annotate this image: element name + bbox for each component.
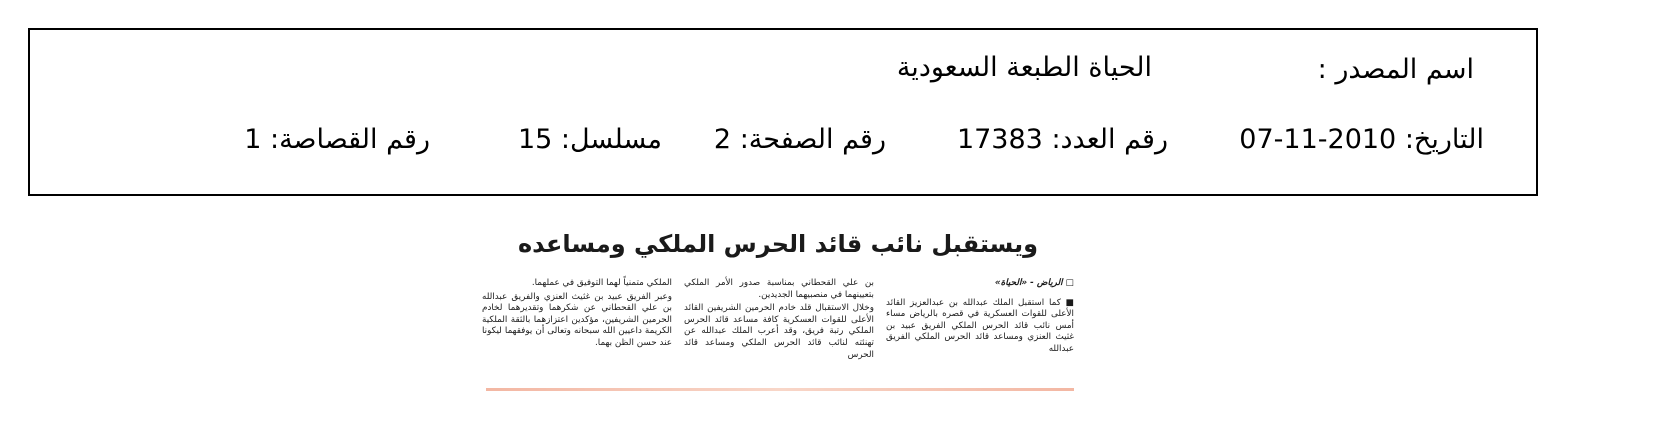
column-3-paragraph-2: وعبر الفريق عبيد بن غثيث العنزي والفريق عبدالله بن علي القحطاني عن شكرهما وتقديرهما لخادم الحرمين الشريفين، مؤكدين اعتزازهما بالثقة الملكية الكريمة داعيين الله سبحانه وتعالى أن يوفقهما ليكونا عند حسن الظن بهما. [482,291,672,348]
newspaper-clipping [480,222,1076,394]
article-column-1 [886,278,1074,358]
issue-number-field: رقم العدد: 17383 [956,124,1168,155]
clipping-header-box [28,28,1538,196]
column-1-paragraph: ■ كما استقبل الملك عبدالله بن عبدالعزيز القائد الأعلى للقوات العسكرية في قصره بالرياض مساء أمس نائب قائد الحرس الملكي الفريق عبيد بن غثيث العنزي ومساعد قائد الحرس الملكي الفريق عبدالله [886,297,1074,354]
clipping-number-field: رقم القصاصة: 1 [244,124,430,155]
serial-number-field: مسلسل: 15 [517,124,662,155]
article-byline: □ الرياض - «الحياة» [994,278,1074,288]
source-value: الحياة الطبعة السعودية [896,52,1152,83]
column-3-paragraph-1: الملكي متمنياً لهما التوفيق في عملهما. [531,278,672,288]
article-headline: ويستقبل نائب قائد الحرس الملكي ومساعده [517,230,1039,258]
date-field: التاريخ: 2010-11-07 [1239,124,1484,155]
page-number-field: رقم الصفحة: 2 [713,124,886,155]
article-column-2 [684,278,874,363]
column-2-paragraph-2: وخلال الاستقبال قلد خادم الحرمين الشريفين القائد الأعلى للقوات العسكرية كافة مساعد قائد الحرس الملكي رتبة فريق، وقد أعرب الملك عبدالله عن تهنئته لنائب قائد الحرس الملكي ومساعد قائد الحرس [684,303,874,360]
article-column-3 [482,278,672,352]
clipping-bottom-rule [486,388,1074,391]
source-label: اسم المصدر : [1317,54,1474,85]
column-2-paragraph-1: بن علي القحطاني بمناسبة صدور الأمر الملكي بتعيينهما في منصبيهما الجديدين. [684,278,874,300]
